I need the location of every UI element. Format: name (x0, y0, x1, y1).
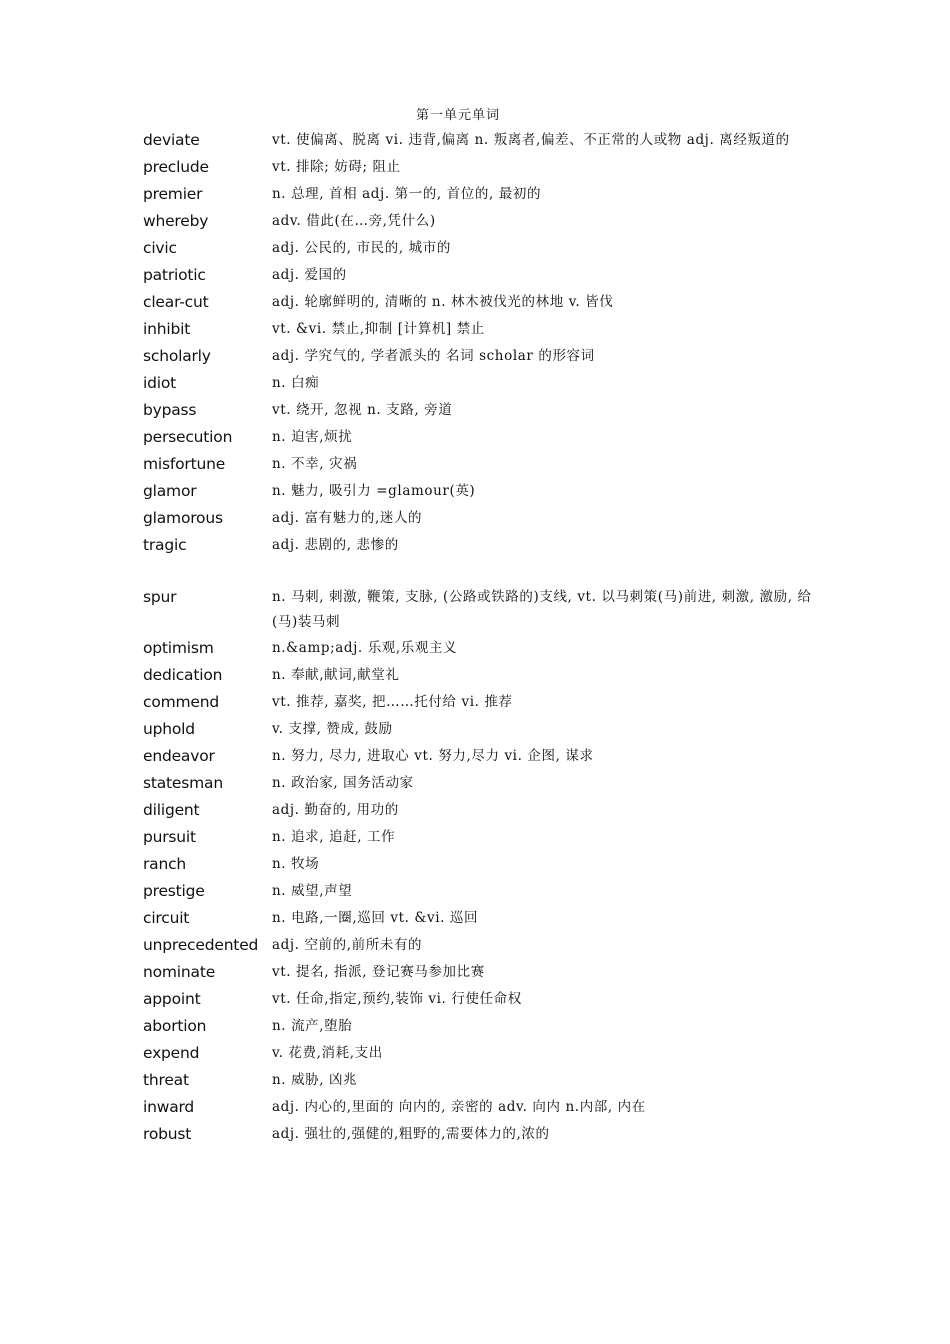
vocab-entry (143, 716, 823, 743)
vocab-definition: n. 马刺, 刺激, 鞭策, 支脉, (公路或铁路的)支线, vt. 以马刺策(马)前进, 刺激, 激励, 给(马)装马刺 (272, 589, 812, 630)
vocab-entry (143, 127, 823, 154)
vocab-definition: adj. 内心的,里面的 向内的, 亲密的 adv. 向内 n.内部, 内在 (272, 1099, 646, 1115)
vocab-entry (143, 1040, 823, 1067)
vocab-entry (143, 478, 823, 505)
vocab-entry (143, 262, 823, 289)
vocab-definition: vt. 排除; 妨碍; 阻止 (272, 159, 401, 175)
vocab-entry (143, 370, 823, 397)
vocab-entry (143, 1013, 823, 1040)
vocab-definition: n. 牧场 (272, 856, 320, 872)
vocab-entry (143, 1094, 823, 1121)
vocab-entry (143, 505, 823, 532)
vocab-word: premier (143, 185, 203, 203)
vocab-word: ranch (143, 855, 187, 873)
vocab-word: idiot (143, 374, 177, 392)
vocab-entry (143, 235, 823, 262)
vocab-entry (143, 424, 823, 451)
vocab-entry (143, 662, 823, 689)
vocab-word: dedication (143, 666, 223, 684)
vocab-definition: vt. 任命,指定,预约,装饰 vi. 行使任命权 (272, 991, 522, 1007)
vocab-word: pursuit (143, 828, 196, 846)
vocab-entry (143, 986, 823, 1013)
vocab-word: appoint (143, 990, 201, 1008)
vocab-definition: n. 奉献,献词,献堂礼 (272, 667, 400, 683)
vocab-word: statesman (143, 774, 223, 792)
vocab-entry (143, 932, 823, 959)
vocab-definition: adj. 爱国的 (272, 267, 347, 283)
vocab-word: nominate (143, 963, 216, 981)
vocab-entry (143, 181, 823, 208)
vocab-definition: adj. 勤奋的, 用功的 (272, 802, 399, 818)
vocab-entry (143, 770, 823, 797)
vocab-word: preclude (143, 158, 209, 176)
vocab-definition: n. 魅力, 吸引力 =glamour(英) (272, 483, 476, 499)
vocab-definition: vt. &vi. 禁止,抑制 [计算机] 禁止 (272, 321, 485, 337)
vocab-entry (143, 959, 823, 986)
vocab-entry (143, 689, 823, 716)
vocab-word: whereby (143, 212, 209, 230)
vocab-entry (143, 1067, 823, 1094)
vocab-entry (143, 208, 823, 235)
vocab-word: bypass (143, 401, 197, 419)
vocab-definition: n. 不幸, 灾祸 (272, 456, 358, 472)
vocab-word: misfortune (143, 455, 226, 473)
vocab-entry (143, 851, 823, 878)
vocab-entry (143, 397, 823, 424)
vocab-definition: n. 威望,声望 (272, 883, 353, 899)
vocab-entry (143, 316, 823, 343)
vocab-definition: vt. 绕开, 忽视 n. 支路, 旁道 (272, 402, 453, 418)
vocab-definition: adj. 悲剧的, 悲惨的 (272, 537, 399, 553)
vocab-definition: n. 政治家, 国务活动家 (272, 775, 414, 791)
vocab-word: threat (143, 1071, 189, 1089)
vocab-definition: adv. 借此(在…旁,凭什么) (272, 213, 436, 229)
vocab-word: civic (143, 239, 177, 257)
vocab-word: diligent (143, 801, 200, 819)
vocab-entry (143, 1121, 823, 1148)
vocab-word: circuit (143, 909, 190, 927)
vocab-word: endeavor (143, 747, 215, 765)
vocab-entry (143, 824, 823, 851)
vocab-word: tragic (143, 536, 187, 554)
vocab-definition: n. 电路,一圈,巡回 vt. &vi. 巡回 (272, 910, 479, 926)
vocab-word: patriotic (143, 266, 206, 284)
vocab-definition: vt. 提名, 指派, 登记赛马参加比赛 (272, 964, 485, 980)
vocab-entry (143, 878, 823, 905)
vocab-definition: n. 威胁, 凶兆 (272, 1072, 358, 1088)
vocab-definition: n. 追求, 追赶, 工作 (272, 829, 396, 845)
vocab-word: unprecedented (143, 936, 259, 954)
vocab-entry (143, 635, 823, 662)
vocab-entry (143, 584, 823, 635)
vocab-word: scholarly (143, 347, 211, 365)
vocab-entry (143, 743, 823, 770)
vocab-definition: adj. 强壮的,强健的,粗野的,需要体力的,浓的 (272, 1126, 550, 1142)
vocab-word: commend (143, 693, 220, 711)
vocab-definition: adj. 空前的,前所未有的 (272, 937, 423, 953)
vocab-definition: adj. 轮廓鲜明的, 清晰的 n. 林木被伐光的林地 v. 皆伐 (272, 294, 614, 310)
vocab-word: inward (143, 1098, 195, 1116)
vocab-entry (143, 343, 823, 370)
vocab-definition: n. 努力, 尽力, 进取心 vt. 努力,尽力 vi. 企图, 谋求 (272, 748, 594, 764)
vocab-definition: n.&amp;adj. 乐观,乐观主义 (272, 640, 458, 656)
vocab-definition: vt. 推荐, 嘉奖, 把……托付给 vi. 推荐 (272, 694, 513, 710)
vocab-word: inhibit (143, 320, 191, 338)
vocab-word: clear-cut (143, 293, 209, 311)
vocab-entry (143, 451, 823, 478)
vocab-definition: adj. 富有魅力的,迷人的 (272, 510, 423, 526)
vocab-word: deviate (143, 131, 200, 149)
vocab-word: glamor (143, 482, 197, 500)
vocab-word: prestige (143, 882, 205, 900)
vocab-word: abortion (143, 1017, 207, 1035)
vocab-definition: adj. 学究气的, 学者派头的 名词 scholar 的形容词 (272, 348, 595, 364)
vocab-definition: n. 流产,堕胎 (272, 1018, 353, 1034)
vocab-definition: n. 总理, 首相 adj. 第一的, 首位的, 最初的 (272, 186, 542, 202)
vocab-definition: adj. 公民的, 市民的, 城市的 (272, 240, 451, 256)
vocab-entry (143, 797, 823, 824)
vocab-word: optimism (143, 639, 214, 657)
vocab-word: uphold (143, 720, 195, 738)
vocab-word: expend (143, 1044, 200, 1062)
vocab-definition: v. 支撑, 赞成, 鼓励 (272, 721, 393, 737)
vocab-word: persecution (143, 428, 233, 446)
vocab-entry (143, 154, 823, 181)
vocab-word: robust (143, 1125, 192, 1143)
vocabulary-list (143, 127, 823, 1148)
vocab-word: glamorous (143, 509, 223, 527)
vocab-entry (143, 289, 823, 316)
vocab-definition: n. 白痴 (272, 375, 320, 391)
page-title: 第一单元单词 (415, 108, 500, 123)
vocab-entry (143, 905, 823, 932)
vocab-definition: v. 花费,消耗,支出 (272, 1045, 383, 1061)
vocab-entry (143, 532, 823, 559)
vocab-definition: vt. 使偏离、脱离 vi. 违背,偏离 n. 叛离者,偏差、不正常的人或物 adj. 离经叛道的 (272, 132, 790, 148)
vocab-definition: n. 迫害,烦扰 (272, 429, 353, 445)
vocab-word: spur (143, 588, 177, 606)
